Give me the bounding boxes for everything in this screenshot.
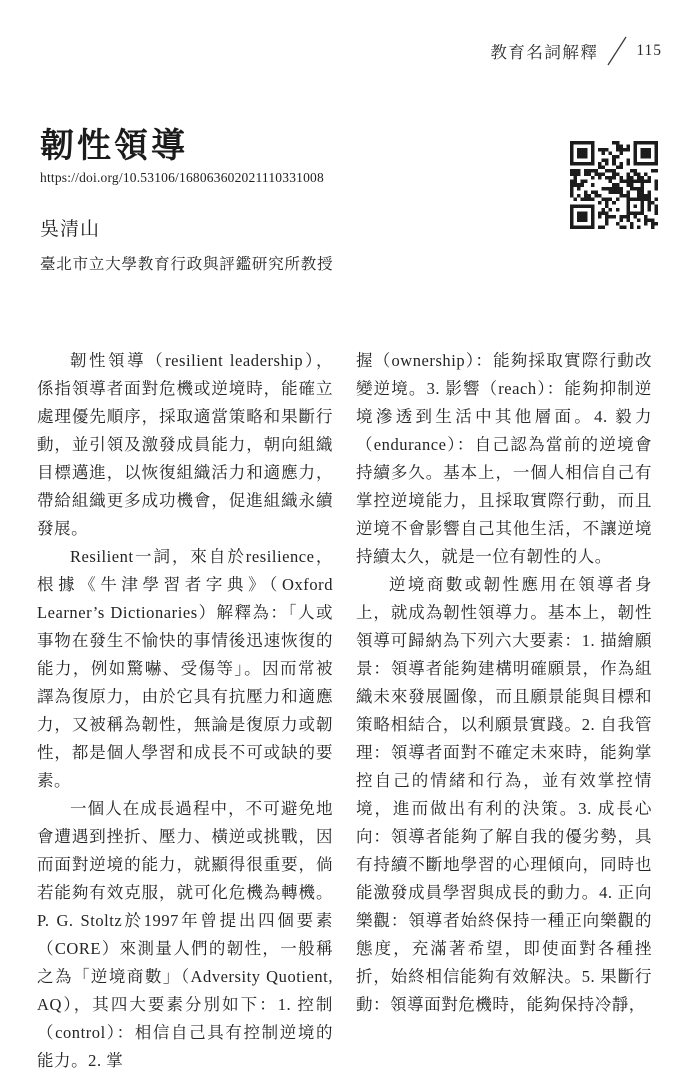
paragraph-2: Resilient一詞，來自於resilience，根據《牛津學習者字典》（Oxford Learner’s Dictionaries）解釋為：「人或事物在發生不愉快的事情後迅速恢復的能力，例如驚嚇、受傷等」。因而常被譯為復原力，由於它具有抗壓力和適應力，又被稱為韌性，無論是復原力或韌性，都是個人學習和成長不可或缺的要素。 [37,547,333,790]
doi-link[interactable]: https://doi.org/10.53106/168063602021110331008 [40,170,324,186]
right-column [356,347,652,1075]
paragraph-1: 韌性領導（resilient leadership），係指領導者面對危機或逆境時，能確立處理優先順序，採取適當策略和果斷行動，並引領及激發成員能力，朝向組織目標邁進，以恢復組織活力和適應力，帶給組織更多成功機會，促進組織永續發展。 [37,351,333,538]
author-affiliation: 臺北市立大學教育行政與評鑑研究所教授 [40,256,334,273]
qr-code [570,141,658,229]
author-block [40,214,333,274]
section-title: 教育名詞解釋 [490,43,599,62]
slash-divider-icon [605,34,629,68]
page-header [490,34,662,68]
title-block [40,127,324,186]
article-body [37,347,652,1075]
paragraph-3-continued: 握（ownership）：能夠採取實際行動改變逆境。3. 影響（reach）：能夠抑制逆境滲透到生活中其他層面。4. 毅力（endurance）：自己認為當前的逆境會持續多久。基本上，一個人相信自己有掌控逆境能力，且採取實際行動，而且逆境不會影響自己其他生活，不讓逆境持續太久，就是一位有韌性的人。 [356,351,652,566]
left-column [37,347,333,1075]
paragraph-4: 逆境商數或韌性應用在領導者身上，就成為韌性領導力。基本上，韌性領導可歸納為下列六大要素：1. 描繪願景：領導者能夠建構明確願景，作為組織未來發展圖像，而且願景能與目標和策略相結合，以利願景實踐。2. 自我管理：領導者面對不確定未來時，能夠掌控自己的情緒和行為，並有效掌控情境，進而做出有利的決策。3. 成長心向：領導者能夠了解自我的優劣勢，具有持續不斷地學習的心理傾向，同時也能激發成員學習與成長的動力。4. 正向樂觀：領導者始終保持一種正向樂觀的態度，充滿著希望，即使面對各種挫折，始終相信能夠有效解決。5. 果斷行動：領導面對危機時，能夠保持冷靜， [356,575,652,1014]
paragraph-3: 一個人在成長過程中，不可避免地會遭遇到挫折、壓力、橫逆或挑戰，因而面對逆境的能力，就顯得很重要，倘若能夠有效克服，就可化危機為轉機。P. G. Stoltz於1997年曾提出四個要素（CORE）來測量人們的韌性，一般稱之為「逆境商數」（Adversity Quotient, AQ），其四大要素分別如下：1. 控制（control）：相信自己具有控制逆境的能力。2. 掌 [37,799,333,1070]
page-number: 115 [636,42,662,59]
author-name: 吳清山 [40,219,101,240]
article-title: 韌性領導 [40,128,188,165]
